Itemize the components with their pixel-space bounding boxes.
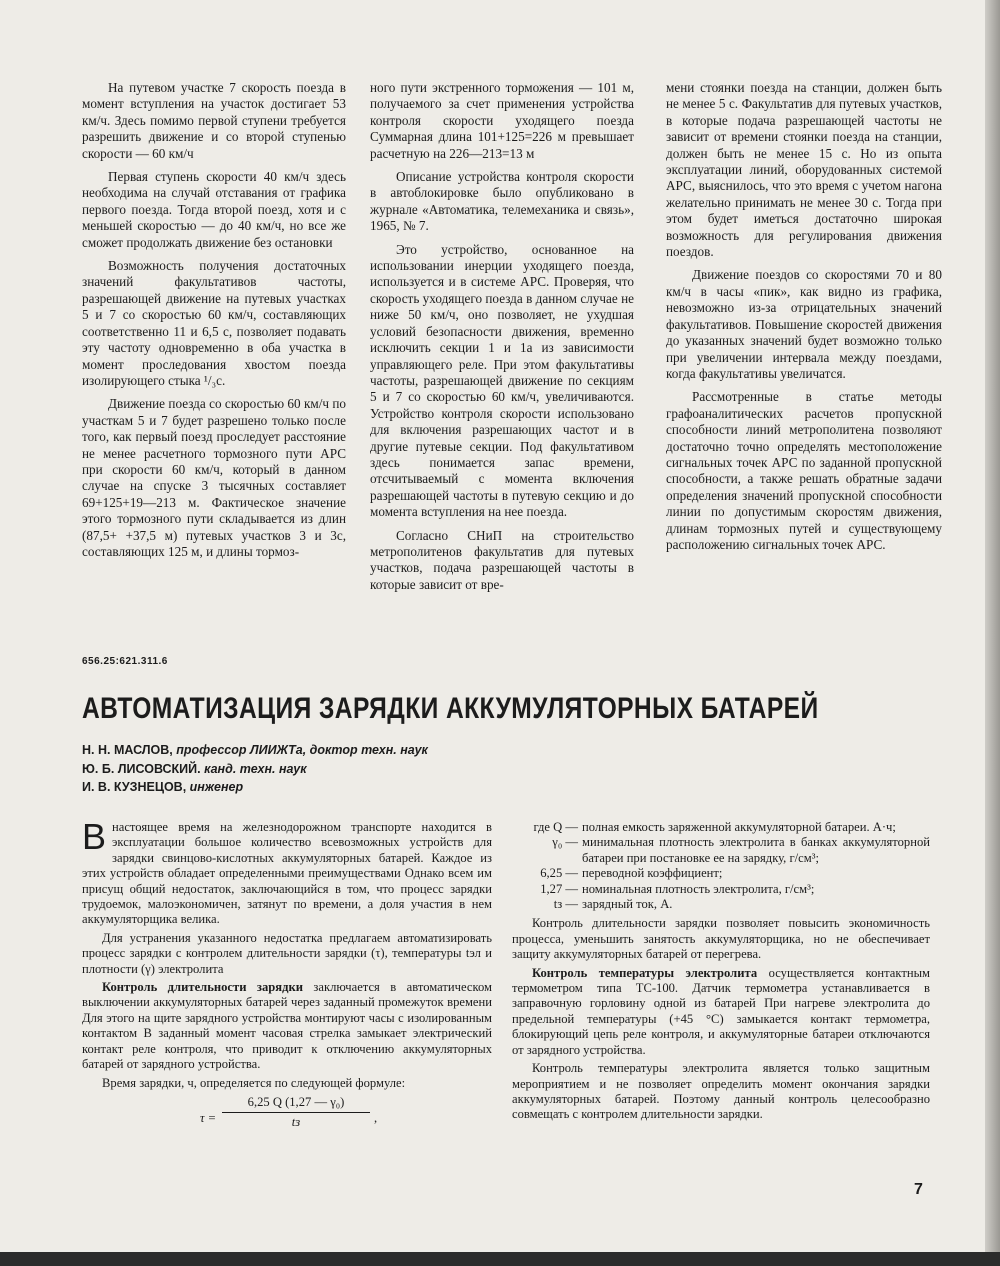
definition-symbol: tз — <box>553 897 578 912</box>
text-column-3 <box>666 80 942 560</box>
paragraph: Возможность получения достаточных значений факультативов частоты, разрешающей движение на путевых участках 5 и 7 со скоростью 60 км/ч, составляющих соответственно 11 и 6,5 с, позволяет подавать эту частоту одновременно в оба участка в момент проследования хвостом поезда изолирующего стыка ¹/₃с. <box>82 258 346 388</box>
author-title: профессор ЛИИЖТа, доктор техн. наук <box>172 743 428 757</box>
lead-in: Контроль температуры электролита <box>532 965 758 980</box>
author-line <box>82 741 428 760</box>
article-column-right <box>512 820 930 1126</box>
intro-text: настоящее время на железнодорожном транспорте находится в эксплуатации большое количество всевозможных устройств для зарядки свинцово-кислотных аккумуляторных батарей. Каждое из этих устройств обладает определенными преимуществами Однако всем им присущ общий недостаток, заключающийся в том, что процесс зарядки трудоемок, малоэкономичен, затянут по времени, а доля участия в нем аккумуляторщика велика. <box>82 820 492 927</box>
article-column-left <box>82 816 492 1141</box>
author-name: Ю. Б. ЛИСОВСКИЙ. <box>82 761 201 776</box>
formula-fraction <box>222 1095 370 1131</box>
definition-row <box>512 882 930 897</box>
formula-definitions <box>512 820 930 912</box>
paragraph: Контроль температуры электролита является только защитным мероприятием и не позволяет определить момент окончания зарядки аккумуляторных батарей. Поэтому данный контроль целесообразно совмещать с контролем длительности зарядки. <box>512 1061 930 1122</box>
formula-numerator: 6,25 Q (1,27 — γ₀) <box>222 1095 370 1113</box>
definition-symbol: где Q — <box>533 820 578 834</box>
formula-denominator: tз <box>291 1115 301 1130</box>
definition-symbol: 6,25 — <box>540 866 578 881</box>
author-line <box>82 760 428 779</box>
paragraph: Рассмотренные в статье методы графоаналитических расчетов пропускной способности линий метрополитена позволяют достаточно точно определять местоположение сигнальных точек АРС по заданной пропускной способности, а также решать обратные задачи определения значений пропускной способности линии по допустимым скоростям движения, длинам тормозных путей и существующему расположению сигнальных точек АРС. <box>666 389 942 552</box>
paragraph: На путевом участке 7 скорость поезда в момент вступления на участок достигает 53 км/ч. Здесь помимо первой ступени требуется разрешить движение и со второй ступенью скорости — 60 км/ч <box>82 80 346 161</box>
paragraph: Движение поездов со скоростями 70 и 80 км/ч в часы «пик», как видно из графика, невозможно из-за отрицательных значений факультативов. Повышение скоростей движения до указанных значений будет возможно только при увеличении интервала между поездами, когда факультативы увеличатся. <box>666 267 942 381</box>
paragraph: Описание устройства контроля скорости в автоблокировке было опубликовано в журнале «Автоматика, телемеханика и связь», 1965, № 7. <box>370 169 634 234</box>
author-list <box>82 741 428 797</box>
lead-in: Контроль длительности зарядки <box>102 980 303 995</box>
author-title: инженер <box>186 780 244 794</box>
paragraph: Контроль длительности зарядки позволяет повысить экономичность процесса, уменьшить занятость аккумуляторщика, но не обеспечивает защиту аккумуляторных батарей от перегрева. <box>512 916 930 962</box>
text-column-2 <box>370 80 634 600</box>
paragraph: ного пути экстренного торможения — 101 м, получаемого за счет применения устройства контроля скорости уходящего поезда Суммарная длина 101+125=226 м превышает расчетную на 226—213=13 м <box>370 80 634 161</box>
formula-tail: , <box>374 1110 378 1125</box>
paragraph: Движение поезда со скоростью 60 км/ч по участкам 5 и 7 будет разрешено только после того, как первый поезд проследует расстояние не менее расчетного тормозного пути АРС при скорости 60 км/ч, который в данном случае на спуске 3 тысячных составляет 69+125+19—213 м. Фактическое значение этого тормозного пути складывается из длин (87,5+ +37,5 м) путевых участков 3 и 3с, составляющих 125 м, и длины тормоз- <box>82 396 346 559</box>
paragraph: мени стоянки поезда на станции, должен быть не менее 5 с. Факультатив для путевых участков, в которые подача разрешающей частоты не зависит от времени стоянки поезда на станции, должен быть не менее 15 с. Но из опыта эксплуатации линий, оборудованных системой АРС, выяснилось, что это время с учетом нагона желательно принимать не менее 30 с. Тогда при этом будет иметься достаточно широкая возможность для регулирования движения поездов. <box>666 80 942 260</box>
paragraph: Для устранения указанного недостатка предлагаем автоматизировать процесс зарядки с контролем длительности зарядки (τ), температуры tэл и плотности (γ) электролита <box>82 930 492 976</box>
definition-text: полная емкость заряженной аккумуляторной батареи. А·ч; <box>582 820 896 834</box>
article-title: АВТОМАТИЗАЦИЯ ЗАРЯДКИ АККУМУЛЯТОРНЫХ БАТАРЕЙ <box>82 692 819 725</box>
definition-row <box>512 835 930 866</box>
paragraph <box>512 966 930 1058</box>
definition-row <box>512 820 930 835</box>
paragraph-text: осуществляется контактным термометром типа ТС-100. Датчик термометра устанавливается в заправочную горловину одной из батарей При нагреве электролита до предельной температуры (+45 °С) замыкается контакт термометра, блокирующий цепь реле контроля, и аккумуляторные батареи отключаются от зарядного устройства. <box>512 965 930 1057</box>
author-title: канд. техн. наук <box>200 761 307 776</box>
paragraph: Время зарядки, ч, определяется по следующей формуле: <box>102 1075 406 1090</box>
definition-row <box>512 897 930 912</box>
text-column-1 <box>82 80 346 567</box>
author-name: И. В. КУЗНЕЦОВ, <box>82 780 187 794</box>
definition-text: переводной коэффициент; <box>582 866 723 881</box>
definition-text: зарядный ток, А. <box>582 897 673 912</box>
charge-time-formula <box>82 1095 492 1141</box>
definition-text: минимальная плотность электролита в банках аккумуляторной батареи при постановке ее на зарядку, г/см³; <box>582 835 930 865</box>
definition-symbol: 1,27 — <box>540 881 578 896</box>
paragraph: Согласно СНиП на строительство метрополитенов факультатив для путевых участков, подача разрешающей частоты в которые зависит от вре- <box>370 527 634 592</box>
paragraph-text: заключается в автоматическом выключении аккумуляторных батарей через заданный промежуток времени Для этого на щите зарядного устройства монтируют часы с изолированным контактом В заданный момент часовая стрелка замыкает электрический контакт реле контроля, что приводит к отключению аккумуляторных батарей от зарядного устройства. <box>82 980 492 1072</box>
author-name: Н. Н. МАСЛОВ, <box>82 743 173 757</box>
author-line <box>82 778 428 797</box>
definition-symbol: γ₀ — <box>552 835 578 850</box>
page-number: 7 <box>914 1181 923 1198</box>
definition-row <box>512 866 930 881</box>
page-gutter <box>985 0 1000 1266</box>
udc-code: 656.25:621.311.6 <box>82 656 168 667</box>
definition-text: номинальная плотность электролита, г/см³; <box>582 881 815 896</box>
formula-lhs: τ = <box>200 1110 217 1125</box>
paragraph <box>82 980 492 1072</box>
paragraph: Первая ступень скорости 40 км/ч здесь необходима на случай отставания от графика первого поезда. Тогда второй поезд, хотя и с меньшей скоростью — до 40 км/ч, но все же сможет продолжать движение без остановки <box>82 169 346 250</box>
paragraph: Это устройство, основанное на использовании инерции уходящего поезда, используется и в системе АРС. Проверяя, что скорость уходящего поезда в данном случае не ниже 50 км/ч, оно позволяет, не ухудшая условий безопасности движения, временно исключить секции 1 и 1а из зависимости управляющего реле. При этом факультативы частоты, разрешающей движение по секциям 5 и 7 со скоростью 60 км/ч, увеличиваются. Устройство контроля скорости использовано для включения разрешающих частот и в другие путевые секции. Под факультативом здесь понимается запас времени, отсчитываемый с момента включения разрешающей частоты в путевую секцию и до момента вступления на нее поезда. <box>370 241 634 520</box>
drop-cap: В <box>82 816 107 857</box>
scan-bottom-edge <box>0 1252 1000 1266</box>
intro-paragraph <box>82 816 492 928</box>
